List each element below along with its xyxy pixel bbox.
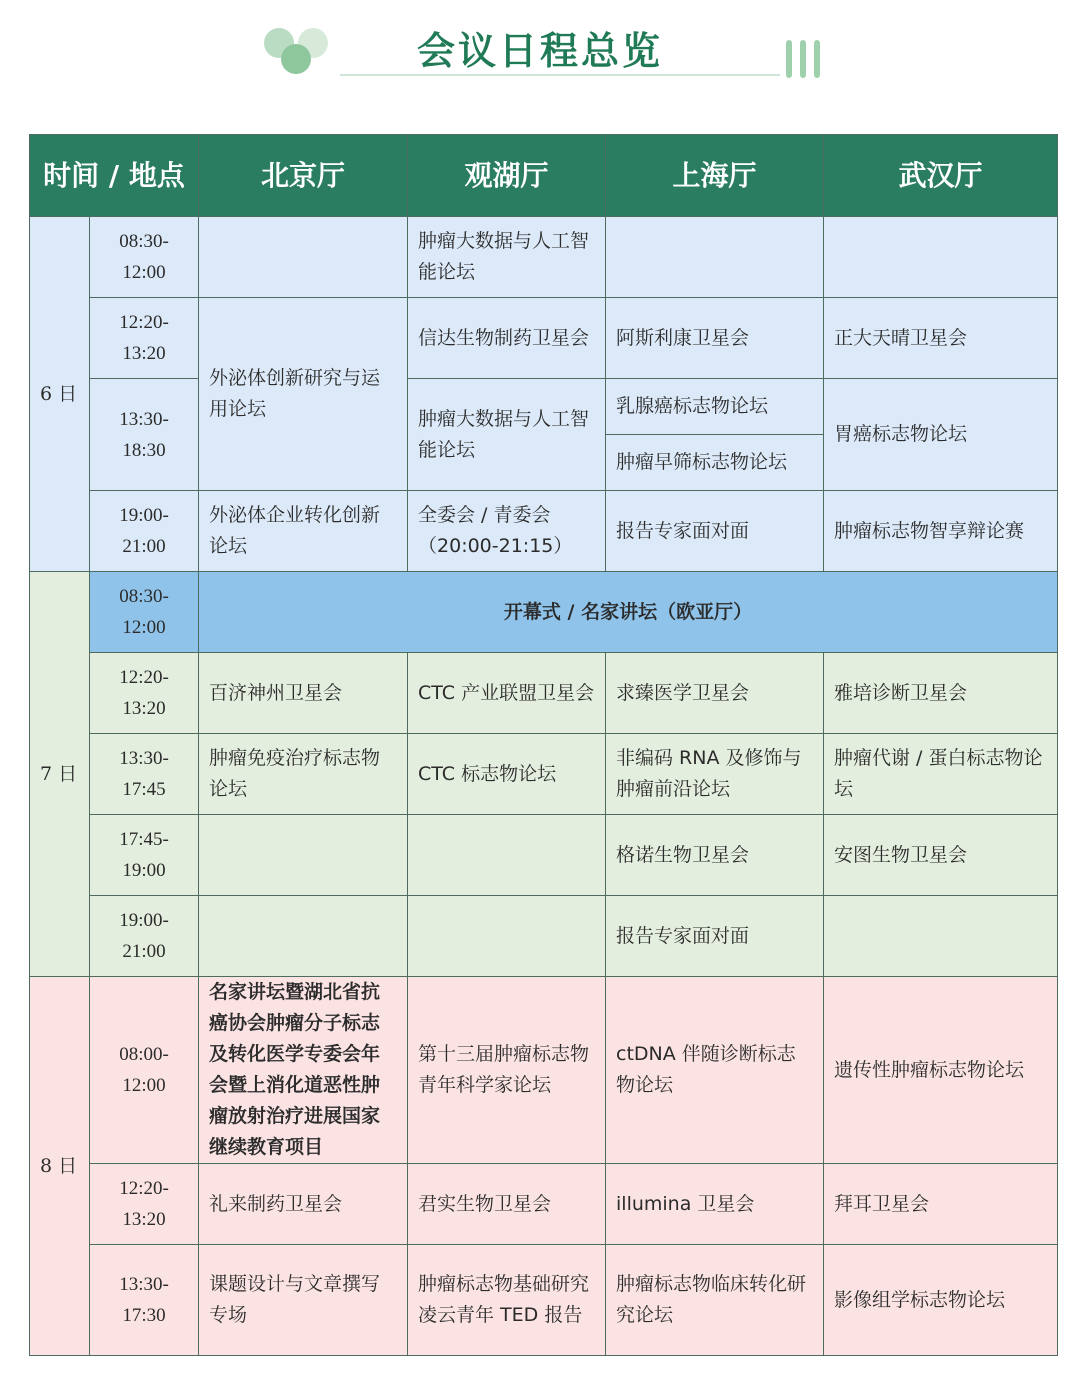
session-cell: 信达生物制药卫星会 <box>408 298 606 379</box>
session-cell <box>824 896 1058 977</box>
session-title: 全委会 / 青委会 <box>418 504 551 526</box>
header-wuhan-hall: 武汉厅 <box>824 135 1058 217</box>
session-cell: 外泌体企业转化创新论坛 <box>199 491 408 572</box>
time-slot: 17:45-19:00 <box>90 815 199 896</box>
decorative-bars-icon <box>786 40 826 80</box>
session-cell: 格诺生物卫星会 <box>606 815 824 896</box>
session-cell <box>408 815 606 896</box>
session-cell: 报告专家面对面 <box>606 896 824 977</box>
session-cell <box>199 896 408 977</box>
session-cell <box>408 491 606 572</box>
decorative-circles-icon <box>262 24 342 80</box>
table-row <box>30 217 1058 298</box>
table-row <box>30 491 1058 572</box>
page-title: 会议日程总览 <box>416 29 663 73</box>
session-cell <box>199 217 408 298</box>
session-cell: 肿瘤标志物临床转化研究论坛 <box>606 1245 824 1356</box>
day-label: 8 日 <box>30 977 90 1356</box>
session-cell: 礼来制药卫星会 <box>199 1164 408 1245</box>
session-cell: 肿瘤免疫治疗标志物论坛 <box>199 734 408 815</box>
session-cell <box>606 217 824 298</box>
time-slot: 12:20-13:20 <box>90 1164 199 1245</box>
session-cell: 肿瘤大数据与人工智能论坛 <box>408 379 606 491</box>
header-beijing-hall: 北京厅 <box>199 135 408 217</box>
time-slot: 19:00-21:00 <box>90 896 199 977</box>
session-cell: ctDNA 伴随诊断标志物论坛 <box>606 977 824 1164</box>
session-cell: 肿瘤标志物基础研究凌云青年 TED 报告 <box>408 1245 606 1356</box>
table-row <box>30 298 1058 379</box>
session-cell <box>199 815 408 896</box>
session-cell: 肿瘤标志物智享辩论赛 <box>824 491 1058 572</box>
session-cell: 影像组学标志物论坛 <box>824 1245 1058 1356</box>
session-cell: 雅培诊断卫星会 <box>824 653 1058 734</box>
title-area <box>0 0 1080 110</box>
day-label: 6 日 <box>30 217 90 572</box>
session-cell: 胃癌标志物论坛 <box>824 379 1058 491</box>
time-slot: 08:00-12:00 <box>90 977 199 1164</box>
session-cell: 阿斯利康卫星会 <box>606 298 824 379</box>
time-slot: 12:20-13:20 <box>90 653 199 734</box>
session-cell: CTC 标志物论坛 <box>408 734 606 815</box>
header-row <box>30 135 1058 217</box>
schedule-table <box>29 134 1058 1356</box>
time-slot: 08:30-12:00 <box>90 572 199 653</box>
session-cell: 肿瘤代谢 / 蛋白标志物论坛 <box>824 734 1058 815</box>
table-row <box>30 572 1058 653</box>
time-slot: 12:20-13:20 <box>90 298 199 379</box>
session-cell: 拜耳卫星会 <box>824 1164 1058 1245</box>
session-cell: 君实生物卫星会 <box>408 1164 606 1245</box>
time-slot: 08:30-12:00 <box>90 217 199 298</box>
session-cell: 遗传性肿瘤标志物论坛 <box>824 977 1058 1164</box>
session-time-note: （20:00-21:15） <box>418 535 573 557</box>
session-cell <box>408 896 606 977</box>
time-slot: 13:30-17:30 <box>90 1245 199 1356</box>
session-cell: 报告专家面对面 <box>606 491 824 572</box>
session-cell: illumina 卫星会 <box>606 1164 824 1245</box>
session-cell: 第十三届肿瘤标志物青年科学家论坛 <box>408 977 606 1164</box>
time-slot: 13:30-17:45 <box>90 734 199 815</box>
header-guanhu-hall: 观湖厅 <box>408 135 606 217</box>
table-row <box>30 896 1058 977</box>
session-cell: 课题设计与文章撰写专场 <box>199 1245 408 1356</box>
table-row <box>30 734 1058 815</box>
opening-ceremony: 开幕式 / 名家讲坛（欧亚厅） <box>199 572 1058 653</box>
session-cell: 求臻医学卫星会 <box>606 653 824 734</box>
table-row <box>30 815 1058 896</box>
session-cell: 肿瘤大数据与人工智能论坛 <box>408 217 606 298</box>
table-row <box>30 1245 1058 1356</box>
table-row <box>30 379 1058 435</box>
session-cell <box>824 217 1058 298</box>
title-underline <box>340 74 780 76</box>
session-cell: 乳腺癌标志物论坛 <box>606 379 824 435</box>
session-cell: 肿瘤早筛标志物论坛 <box>606 435 824 491</box>
header-shanghai-hall: 上海厅 <box>606 135 824 217</box>
table-row <box>30 1164 1058 1245</box>
table-row <box>30 977 1058 1164</box>
time-slot: 13:30-18:30 <box>90 379 199 491</box>
session-cell: 名家讲坛暨湖北省抗癌协会肿瘤分子标志及转化医学专委会年会暨上消化道恶性肿瘤放射治疗进展国家继续教育项目 <box>199 977 408 1164</box>
session-cell: 安图生物卫星会 <box>824 815 1058 896</box>
session-cell: 百济神州卫星会 <box>199 653 408 734</box>
day-label: 7 日 <box>30 572 90 977</box>
session-cell: CTC 产业联盟卫星会 <box>408 653 606 734</box>
session-cell: 外泌体创新研究与运用论坛 <box>199 298 408 491</box>
session-cell: 非编码 RNA 及修饰与肿瘤前沿论坛 <box>606 734 824 815</box>
session-cell: 正大天晴卫星会 <box>824 298 1058 379</box>
header-time-location: 时间 / 地点 <box>30 135 199 217</box>
table-row <box>30 653 1058 734</box>
time-slot: 19:00-21:00 <box>90 491 199 572</box>
